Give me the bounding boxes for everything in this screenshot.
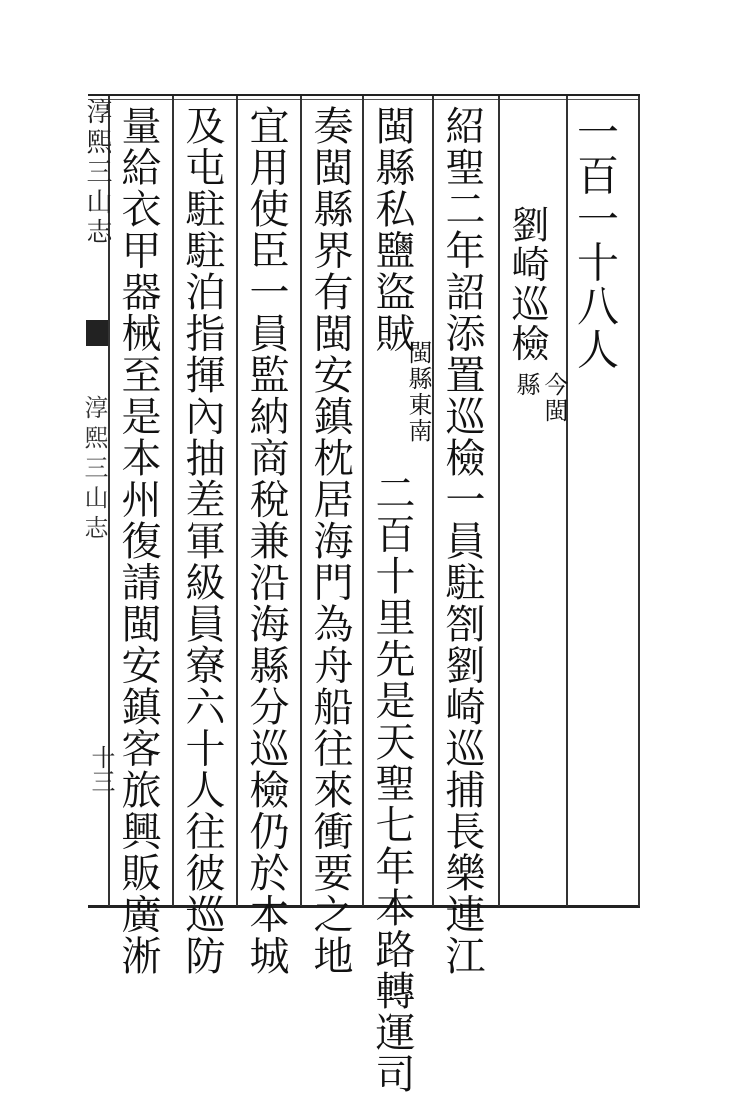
body-line: 宜用使臣一員監納商稅兼沿海縣分巡檢仍於本城 (243, 105, 289, 977)
column-divider (362, 96, 364, 906)
text-column (243, 105, 289, 977)
note-text: 閩縣東南 (404, 340, 432, 444)
body-line: 奏閩縣界有閩安鎮枕居海門為舟船往來衝要之地 (307, 105, 353, 977)
body-line: 及屯駐駐泊指揮內抽差軍級員寮六十人往彼巡防 (179, 105, 225, 977)
entry-title-note (508, 372, 568, 432)
page-folio-number: 十三 (87, 745, 115, 793)
margin-title-top-text: 淳熙三山志 (82, 98, 112, 248)
column-divider (566, 96, 568, 906)
text-column (179, 105, 225, 977)
text-column (115, 105, 161, 977)
frame-top-border-inner (88, 99, 640, 100)
margin-book-title-text: 淳熙三山志 (80, 395, 108, 545)
body-line: 量給衣甲器械至是本州復請閩安鎮客旅興販廣淅 (115, 105, 161, 977)
column-divider (236, 96, 238, 906)
column-divider (638, 96, 640, 906)
frame-top-border (88, 94, 640, 96)
heading-suffix: 人 (571, 327, 620, 371)
text-column (369, 105, 415, 354)
column-divider (172, 96, 174, 906)
body-line: 二百十里先是天聖七年本路轉運司 (369, 472, 415, 1095)
entry-title (505, 205, 549, 363)
text-column-continued (369, 472, 415, 1095)
text-column (307, 105, 353, 977)
column-divider (432, 96, 434, 906)
fishtail-mark (86, 320, 108, 346)
margin-title-top (84, 98, 110, 248)
heading-number: 一百一十八 (571, 110, 620, 328)
entry-title-note-line: 今閩 (540, 372, 568, 424)
frame-bottom-border (88, 905, 640, 908)
column-divider (300, 96, 302, 906)
interlinear-note (372, 340, 432, 470)
body-line: 紹聖二年詔添置巡檢一員駐劄劉崎巡捕長樂連江 (439, 105, 485, 977)
entry-title-text: 劉崎巡檢 (505, 205, 549, 363)
page-folio (84, 745, 119, 793)
body-line: 閩縣私鹽盜賊 (369, 105, 415, 354)
column-divider (498, 96, 500, 906)
text-column (439, 105, 485, 977)
margin-book-title (82, 395, 106, 545)
section-heading (571, 110, 620, 371)
entry-title-note-line: 縣 (512, 372, 540, 398)
